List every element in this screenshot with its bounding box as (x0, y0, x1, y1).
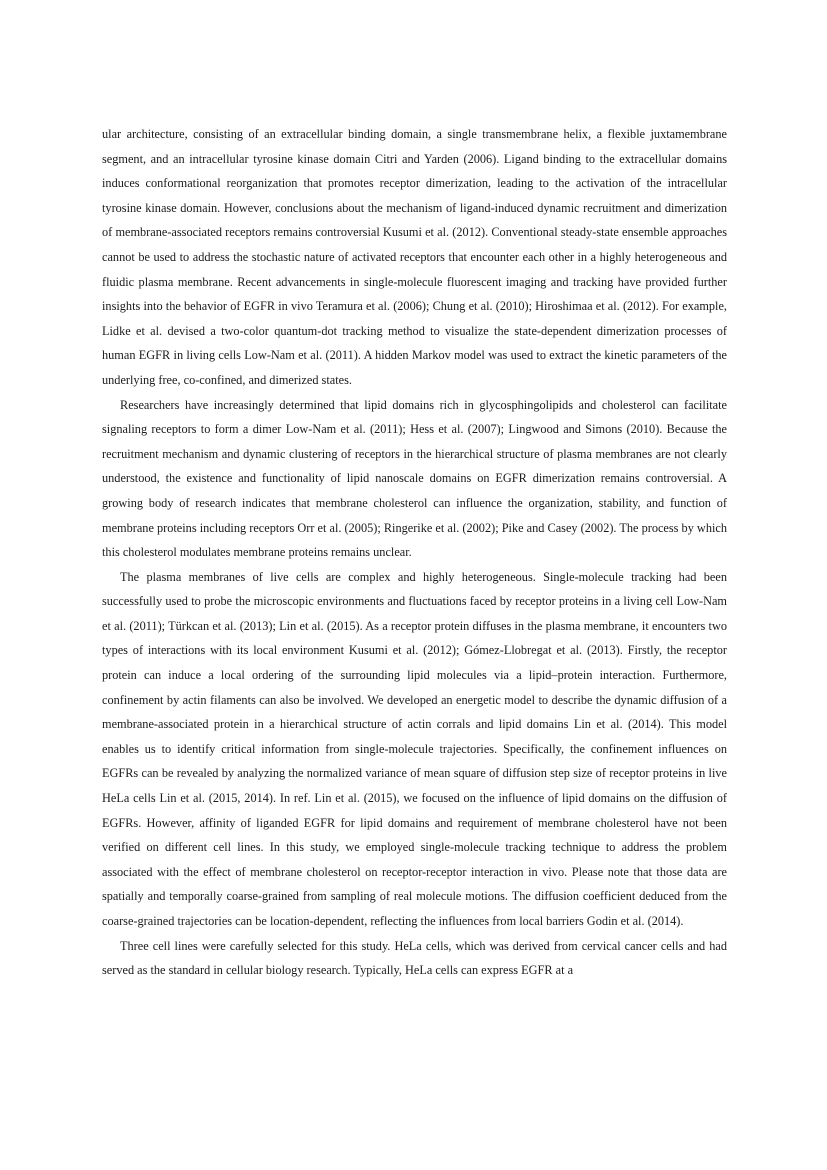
paper-body (102, 122, 727, 983)
paragraph-cell-lines: Three cell lines were carefully selected for this study. HeLa cells, which was derived from cervical cancer cells and had served as the standard in cellular biology research. Typically, HeLa cells can express EGFR at a (102, 938, 727, 978)
paragraph-lipid-domains: Researchers have increasingly determined that lipid domains rich in glycosphingolipids and cholesterol can facilitate signaling receptors to form a dimer Low-Nam et al. (2011); Hess et al. (2007); Lingwood and Simons (2010). Because the recruitment mechanism and dynamic clustering of receptors in the hierarchical structure of plasma membranes are not clearly understood, the existence and functionality of lipid nanoscale domains on EGFR dimerization remains controversial. A growing body of research indicates that membrane cholesterol can influence the organization, stability, and function of membrane proteins including receptors Orr et al. (2005); Ringerike et al. (2002); Pike and Casey (2002). The process by which this cholesterol modulates membrane proteins remains unclear. (102, 397, 727, 560)
paragraph-plasma-membranes: The plasma membranes of live cells are complex and highly heterogeneous. Single-molecule tracking had been successfully used to probe the microscopic environments and fluctuations faced by receptor proteins in a living cell Low-Nam et al. (2011); Türkcan et al. (2013); Lin et al. (2015). As a receptor protein diffuses in the plasma membrane, it encounters two types of interactions with its local environment Kusumi et al. (2012); Gómez-Llobregat et al. (2013). Firstly, the receptor protein can induce a local ordering of the surrounding lipid molecules via a lipid–protein interaction. Furthermore, confinement by actin filaments can also be involved. We developed an energetic model to describe the dynamic diffusion of a membrane-associated protein in a hierarchical structure of actin corrals and lipid domains Lin et al. (2014). This model enables us to identify critical information from single-molecule trajectories. Specifically, the confinement influences on EGFRs can be revealed by analyzing the normalized variance of mean square of diffusion step size of receptor proteins in live HeLa cells Lin et al. (2015, 2014). In ref. Lin et al. (2015), we focused on the influence of lipid domains on the diffusion of EGFRs. However, affinity of liganded EGFR for lipid domains and requirement of membrane cholesterol have not been verified on different cell lines. In this study, we employed single-molecule tracking technique to address the problem associated with the effect of membrane cholesterol on receptor-receptor interaction in vivo. Please note that those data are spatially and temporally coarse-grained from sampling of real molecule motions. The diffusion coefficient deduced from the coarse-grained trajectories can be location-dependent, reflecting the influences from local barriers Godin et al. (2014). (102, 569, 727, 928)
paragraph-egfr-architecture: ular architecture, consisting of an extracellular binding domain, a single transmembrane helix, a flexible juxtamembrane segment, and an intracellular tyrosine kinase domain Citri and Yarden (2006). Ligand binding to the extracellular domains induces conformational reorganization that promotes receptor dimerization, leading to the activation of the intracellular tyrosine kinase domain. However, conclusions about the mechanism of ligand-induced dynamic recruitment and dimerization of membrane-associated receptors remains controversial Kusumi et al. (2012). Conventional steady-state ensemble approaches cannot be used to address the stochastic nature of activated receptors that encounter each other in a highly heterogeneous and fluidic plasma membrane. Recent advancements in single-molecule fluorescent imaging and tracking have provided further insights into the behavior of EGFR in vivo Teramura et al. (2006); Chung et al. (2010); Hiroshimaa et al. (2012). For example, Lidke et al. devised a two-color quantum-dot tracking method to visualize the state-dependent dimerization processes of human EGFR in living cells Low-Nam et al. (2011). A hidden Markov model was used to extract the kinetic parameters of the underlying free, co-confined, and dimerized states. (102, 127, 727, 387)
